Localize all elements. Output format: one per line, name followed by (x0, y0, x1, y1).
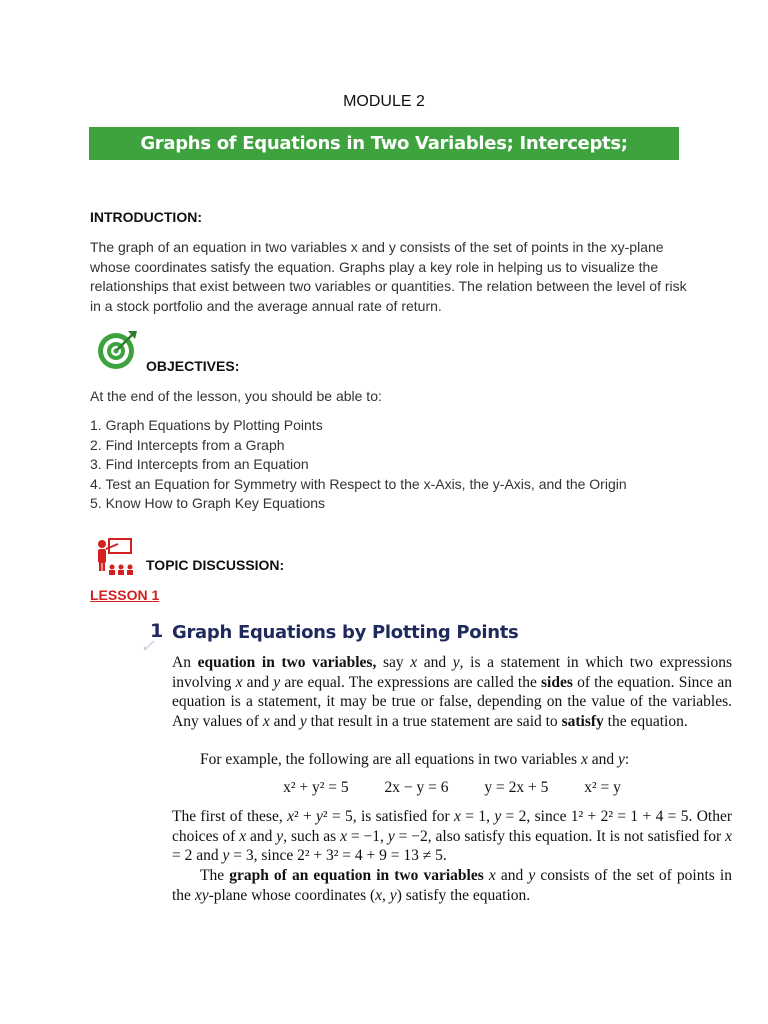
equation: x² = y (584, 779, 621, 796)
introduction-text: The graph of an equation in two variables x and y consists of the set of points in the xy-plane whose coordinates satisfy the equation. Graphs play a key role in helping us to visualize the relationships that exist between two variables or quantities. The relation between the level of risk in a stock portfolio and the average annual rate of return. (90, 239, 687, 314)
equation: y = 2x + 5 (484, 779, 549, 796)
section-number: 1 (150, 620, 164, 642)
objective-item: 4. Test an Equation for Symmetry with Respect to the x-Axis, the y-Axis, and the Origin (90, 475, 627, 492)
objectives-list (90, 416, 627, 514)
teacher-icon (93, 537, 135, 577)
objective-item: 3. Find Intercepts from an Equation (90, 456, 309, 472)
objective-item: 1. Graph Equations by Plotting Points (90, 417, 323, 433)
lesson-1-link[interactable]: LESSON 1 (90, 587, 160, 603)
example-explanation-paragraph: The first of these, x² + y² = 5, is satisfied for x = 1, y = 2, since 1² + 2² = 1 + 4 = 5. Other choices of x and y, such as x = −1, y = −2, also satisfy this equation. It is not satisfied for x = 2 and y = 3, since 2² + 3² = 4 + 9 = 13 ≠ 5. (172, 808, 733, 864)
target-icon (95, 327, 139, 371)
check-mark-icon: ✓ (140, 636, 156, 656)
section-title: Graph Equations by Plotting Points (172, 622, 519, 643)
example-intro-paragraph: For example, the following are all equations in two variables x and y: (200, 751, 630, 768)
example-equations (172, 778, 732, 798)
objective-item: 2. Find Intercepts from a Graph (90, 436, 285, 453)
objective-item: 5. Know How to Graph Key Equations (90, 495, 326, 511)
introduction-heading: INTRODUCTION: (90, 209, 202, 225)
objectives-intro: At the end of the lesson, you should be able to: (90, 388, 382, 404)
definition-paragraph: An equation in two variables, say x and y, is a statement in which two expressions involving x and y are equal. The expressions are called the sides of the equation. Since an equation is a statement, it may be true or false, depending on the value of the variables. Any values of x and y that result in a true statement are said to satisfy the equation. (172, 654, 733, 730)
topic-discussion-heading: TOPIC DISCUSSION: (146, 557, 285, 573)
module-title: MODULE 2 (343, 93, 425, 110)
objectives-heading: OBJECTIVES: (146, 358, 240, 374)
graph-definition-paragraph: The graph of an equation in two variables x and y consists of the set of points in the xy-plane whose coordinates (x, y) satisfy the equation. (172, 867, 732, 904)
equation: x² + y² = 5 (283, 779, 349, 796)
equation: 2x − y = 6 (384, 779, 449, 796)
module-banner: Graphs of Equations in Two Variables; Intercepts; Symmetry (89, 127, 679, 160)
